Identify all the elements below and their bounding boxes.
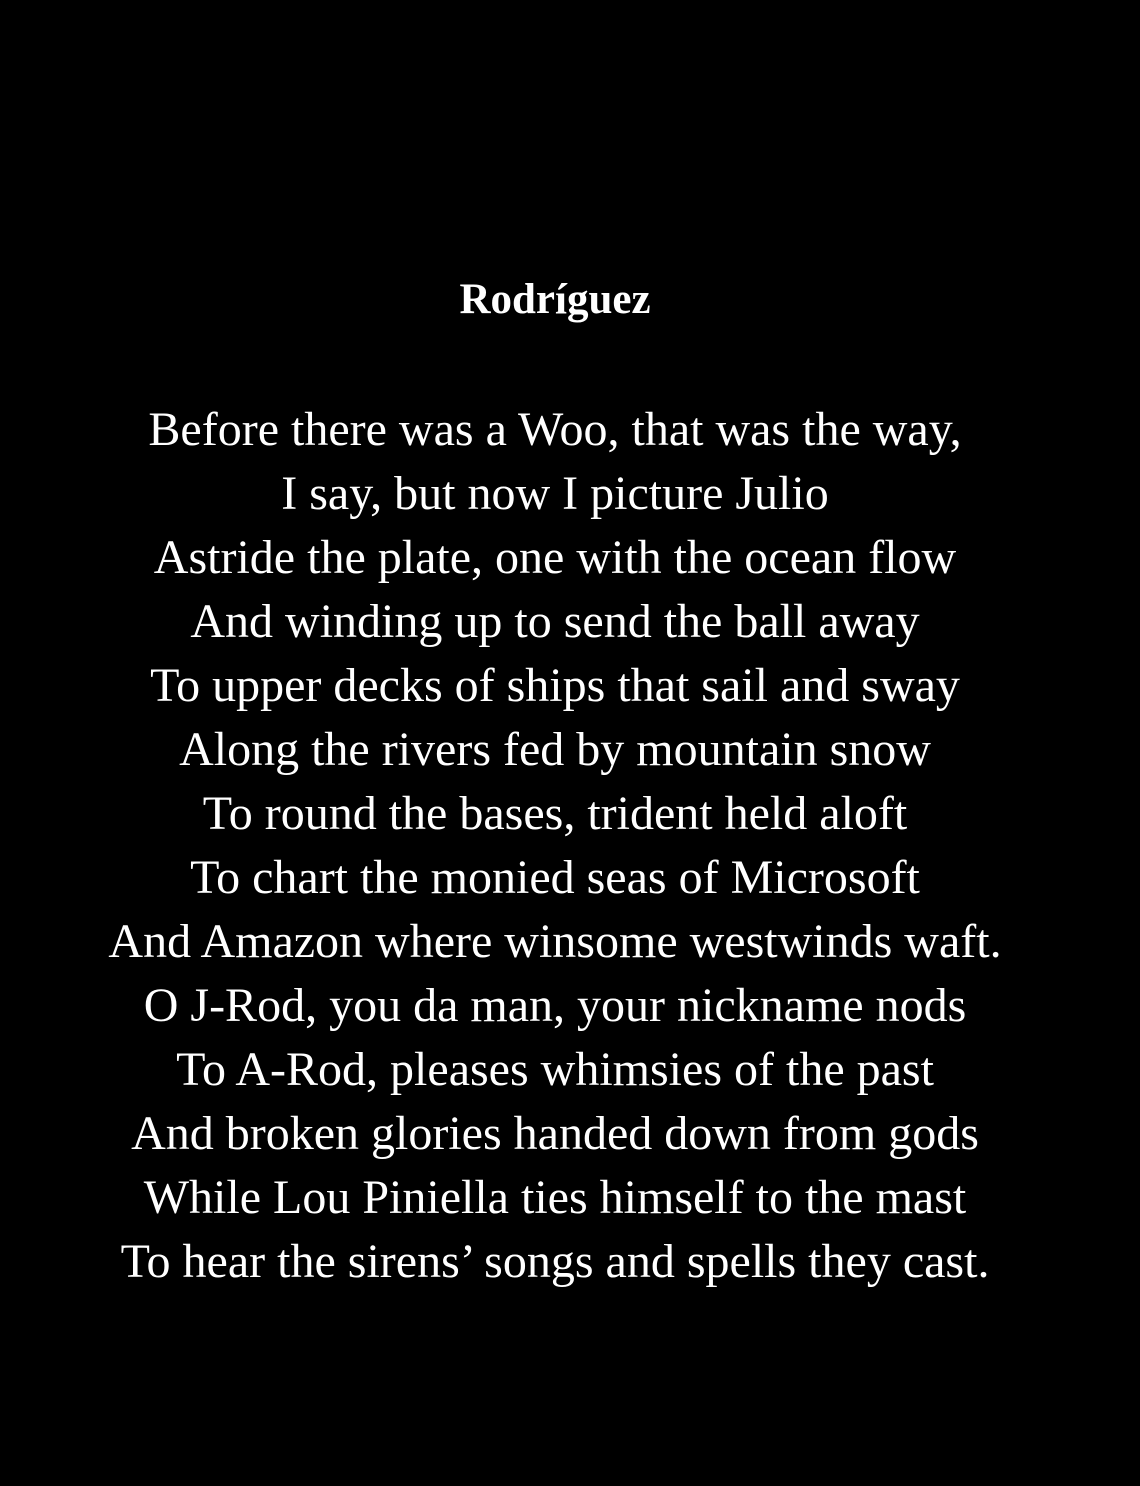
poem-line: Along the rivers fed by mountain snow — [179, 723, 931, 776]
poem-line: While Lou Piniella ties himself to the mast — [143, 1171, 967, 1224]
poem-body — [0, 398, 1110, 1294]
poem-title: Rodríguez — [459, 276, 651, 323]
poem-line: Astride the plate, one with the ocean flow — [153, 531, 957, 584]
poem-line: To round the bases, trident held aloft — [202, 787, 908, 840]
poem-line: Before there was a Woo, that was the way, — [148, 403, 962, 456]
poem-line: To upper decks of ships that sail and sway — [150, 659, 960, 712]
poem-line: And Amazon where winsome westwinds waft. — [108, 915, 1002, 968]
poem-line: To hear the sirens’ songs and spells they cast. — [120, 1235, 990, 1288]
poem-line: To A-Rod, pleases whimsies of the past — [176, 1043, 934, 1096]
poem-line: And broken glories handed down from gods — [131, 1107, 979, 1160]
poem-line: O J-Rod, you da man, your nickname nods — [143, 979, 967, 1032]
poem-line: And winding up to send the ball away — [190, 595, 920, 648]
poem-line: To chart the monied seas of Microsoft — [190, 851, 920, 904]
poem-line: I say, but now I picture Julio — [281, 467, 829, 520]
